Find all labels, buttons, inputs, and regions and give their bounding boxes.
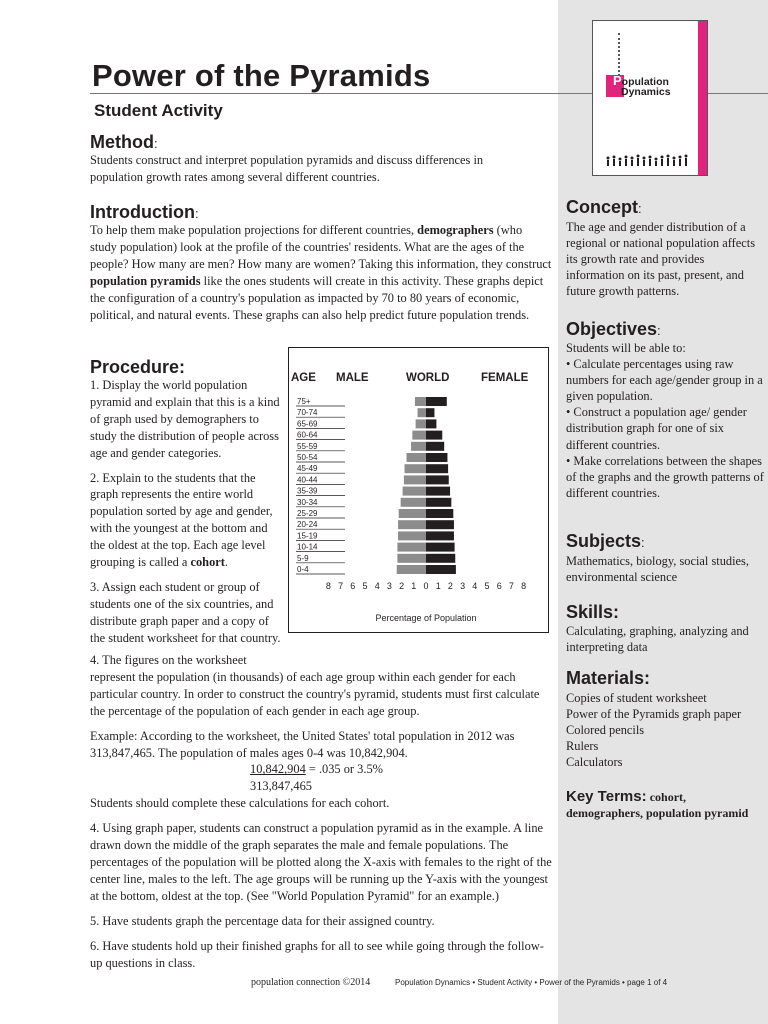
age-label: 10-14 <box>297 542 318 552</box>
logo-line-1: opulation <box>621 76 669 88</box>
skills-heading: Skills: <box>566 602 620 622</box>
objective-item: • Make correlations between the shapes of the graphs and the growth patterns of different countries. <box>566 453 764 500</box>
male-bar <box>397 543 426 552</box>
age-label: 20-24 <box>297 520 318 530</box>
intro-text-2: (who study population) look at the profile of the countries' residents. What are the ages of the people? How many are men? How many are women? Taking this information, they construct <box>90 223 552 271</box>
x-tick-label: 0 <box>423 581 429 592</box>
age-label: 25-29 <box>297 509 318 518</box>
procedure-step-4b: 4. Using graph paper, students can construct a population pyramid as in the example. A line drawn down the middle of the graph separates the male and female populations. The percentages of the population will be plotted along the X-axis with females to the right of the center line, males to the left. The age groups will be running up the Y-axis with the youngest at the bottom, oldest at the top. (See "World Population Pyramid" for an example.) <box>90 821 552 903</box>
step-2-end: . <box>224 555 229 570</box>
x-tick-label: 1 <box>411 581 417 592</box>
page-title: Power of the Pyramids <box>92 58 431 93</box>
footer-series: Population Dynamics • Student Activity • Power of the Pyramids • page 1 of 4 <box>395 978 668 987</box>
header-age: AGE <box>291 372 316 384</box>
procedure-steps-1-3 <box>90 377 284 647</box>
male-bar <box>398 531 426 540</box>
concept-heading-text: Concept <box>566 197 638 217</box>
footer-copyright: population connection ©2014 <box>251 977 371 988</box>
procedure-step-3: 3. Assign each student or group of students one of the six countries, and distribute graph paper and a copy of the student worksheet for that country. <box>90 579 281 645</box>
subjects-heading: Subjects: <box>566 531 645 551</box>
x-axis-label: Percentage of Population <box>375 613 477 623</box>
subjects-text: Mathematics, biology, social studies, environmental science <box>566 554 749 585</box>
objective-item: • Calculate percentages using raw numbers for each age/gender group in a given population. <box>566 357 763 404</box>
key-terms-heading: Key Terms: <box>566 788 647 805</box>
skills-text: Calculating, graphing, analyzing and interpreting data <box>566 624 749 655</box>
age-label: 5-9 <box>297 553 309 563</box>
female-bar <box>426 565 456 574</box>
booklet-cover-thumbnail <box>592 20 708 176</box>
male-bar <box>415 397 426 406</box>
cover-accent-bar <box>698 21 707 175</box>
male-bar <box>405 464 426 473</box>
male-bar <box>416 419 426 428</box>
x-tick-label: 3 <box>386 581 392 592</box>
procedure-should: Students should complete these calculations for each cohort. <box>90 796 390 811</box>
materials-item: Power of the Pyramids graph paper <box>566 707 742 722</box>
x-tick-label: 5 <box>484 581 490 592</box>
concept-heading: Concept: <box>566 197 642 217</box>
key-terms-text: cohort, demographers, population pyramid <box>566 790 749 821</box>
x-tick-label: 6 <box>350 581 356 592</box>
female-bar <box>426 520 454 529</box>
procedure-step-6: 6. Have students hold up their finished graphs for all to see while going through the follow-up questions in class. <box>90 938 544 970</box>
concept-text: The age and gender distribution of a regional or national population affects its growth rate and provides information on its past, present, and future growth patterns. <box>566 220 756 299</box>
female-bar <box>426 397 447 406</box>
intro-text-1: To help them make population projections for different countries, <box>90 223 418 237</box>
step-2-text: 2. Explain to the students that the graph represents the entire world population sorted by age and gender, with the youngest at the bottom and the oldest at the top. Each age level grouping is called a <box>90 470 273 570</box>
x-tick-label: 8 <box>521 581 527 592</box>
x-tick-label: 7 <box>338 581 344 592</box>
male-bar <box>397 554 426 563</box>
procedure-example: Example: According to the worksheet, the United States' total population in 2012 was 313,847,465. The population of males ages 0-4 was 10,842,904. <box>90 728 515 760</box>
method-heading-text: Method <box>90 132 154 152</box>
intro-text-3: like the ones students will create in this activity. These graphs depict the configuration of a country's population as impacted by 70 to 80 years of economic, political, and natural events. These graphs can also help predict future population trends. <box>90 273 544 322</box>
materials-heading: Materials: <box>566 668 651 688</box>
introduction-text <box>90 222 552 323</box>
female-bar <box>426 431 442 440</box>
female-bar <box>426 487 450 496</box>
procedure-steps-4-6 <box>90 652 552 971</box>
age-label: 70-74 <box>297 408 318 418</box>
age-label: 65-69 <box>297 419 318 429</box>
objectives-intro: Students will be able to: <box>566 341 686 355</box>
x-tick-label: 2 <box>399 581 405 592</box>
x-tick-label: 8 <box>325 581 331 592</box>
objectives-list <box>566 340 764 501</box>
header-world: WORLD <box>406 372 450 384</box>
age-label: 75+ <box>297 397 311 406</box>
female-bar <box>426 509 453 518</box>
x-tick-label: 4 <box>374 581 380 592</box>
male-bar <box>397 565 426 574</box>
method-heading: Method: <box>90 132 158 152</box>
age-label: 35-39 <box>297 486 318 496</box>
female-bar <box>426 442 444 451</box>
materials-item: Calculators <box>566 755 623 770</box>
female-bar <box>426 464 448 473</box>
male-bar <box>404 475 426 484</box>
calc-denominator: 313,847,465 <box>250 779 312 794</box>
x-tick-label: 2 <box>447 581 453 592</box>
header-male: MALE <box>336 372 369 384</box>
age-label: 40-44 <box>297 475 318 485</box>
materials-item: Colored pencils <box>566 723 645 738</box>
logo-letter: P <box>613 73 622 88</box>
procedure-step-4a: represent the population (in thousands) of each age group within each gender for each particular country. In order to construct the country's pyramid, students must first calculate the percentage of the population of each gender in each age group. <box>90 669 540 718</box>
x-tick-label: 6 <box>496 581 502 592</box>
page-subtitle: Student Activity <box>94 101 223 120</box>
term-demographers: demographers <box>417 223 494 237</box>
male-bar <box>403 487 426 496</box>
female-bar <box>426 554 455 563</box>
x-tick-label: 7 <box>508 581 514 592</box>
logo-text-dynamics: Dynamics <box>621 86 671 98</box>
age-label: 60-64 <box>297 430 318 440</box>
x-tick-label: 5 <box>362 581 368 592</box>
age-label: 50-54 <box>297 453 318 462</box>
method-text: Students construct and interpret population pyramids and discuss differences in population growth rates among several different countries. <box>90 153 484 184</box>
key-terms <box>566 789 764 821</box>
male-bar <box>398 520 426 529</box>
age-label: 55-59 <box>297 441 318 451</box>
procedure-heading: Procedure: <box>90 357 186 377</box>
introduction-heading: Introduction: <box>90 202 199 222</box>
male-bar <box>399 509 426 518</box>
header-female: FEMALE <box>481 372 529 384</box>
term-population-pyramids: population pyramids <box>90 273 201 288</box>
age-label: 45-49 <box>297 464 318 474</box>
materials-item: Rulers <box>566 739 599 754</box>
female-bar <box>426 453 447 462</box>
female-bar <box>426 531 454 540</box>
age-label: 15-19 <box>297 531 318 541</box>
female-bar <box>426 498 451 507</box>
female-bar <box>426 408 434 417</box>
female-bar <box>426 419 436 428</box>
calculation-fraction <box>90 761 552 795</box>
female-bar <box>426 543 455 552</box>
x-tick-label: 4 <box>472 581 478 592</box>
cover-people-illustration <box>605 153 695 167</box>
objective-item: • Construct a population age/ gender distribution graph for one of six different countries. <box>566 405 747 452</box>
procedure-step-1: 1. Display the world population pyramid and explain that this is a kind of graph used by demographers to study the distribution of people across age and gender categories. <box>90 378 280 460</box>
age-label: 30-34 <box>297 497 318 507</box>
male-bar <box>411 442 426 451</box>
male-bar <box>412 431 426 440</box>
term-cohort: cohort <box>190 555 225 570</box>
calc-result: = .035 or 3.5% <box>305 762 383 777</box>
calc-numerator: 10,842,904 <box>250 762 306 777</box>
procedure-step-5: 5. Have students graph the percentage data for their assigned country. <box>90 913 435 928</box>
x-tick-label: 3 <box>460 581 466 592</box>
introduction-heading-text: Introduction <box>90 202 195 222</box>
subjects-heading-text: Subjects <box>566 531 642 551</box>
x-tick-label: 1 <box>435 581 441 592</box>
objectives-heading-text: Objectives <box>566 319 658 339</box>
procedure-step-2 <box>90 470 284 571</box>
materials-item: Copies of student worksheet <box>566 691 707 705</box>
objectives-heading: Objectives: <box>566 319 661 339</box>
pyramid-svg <box>289 348 548 632</box>
world-population-pyramid <box>288 347 549 633</box>
male-bar <box>418 408 426 417</box>
female-bar <box>426 475 449 484</box>
male-bar <box>401 498 426 507</box>
age-label: 0-4 <box>297 565 309 574</box>
procedure-step-4a-lead: 4. The figures on the worksheet <box>90 653 247 667</box>
male-bar <box>407 453 427 462</box>
materials-list <box>566 690 764 770</box>
